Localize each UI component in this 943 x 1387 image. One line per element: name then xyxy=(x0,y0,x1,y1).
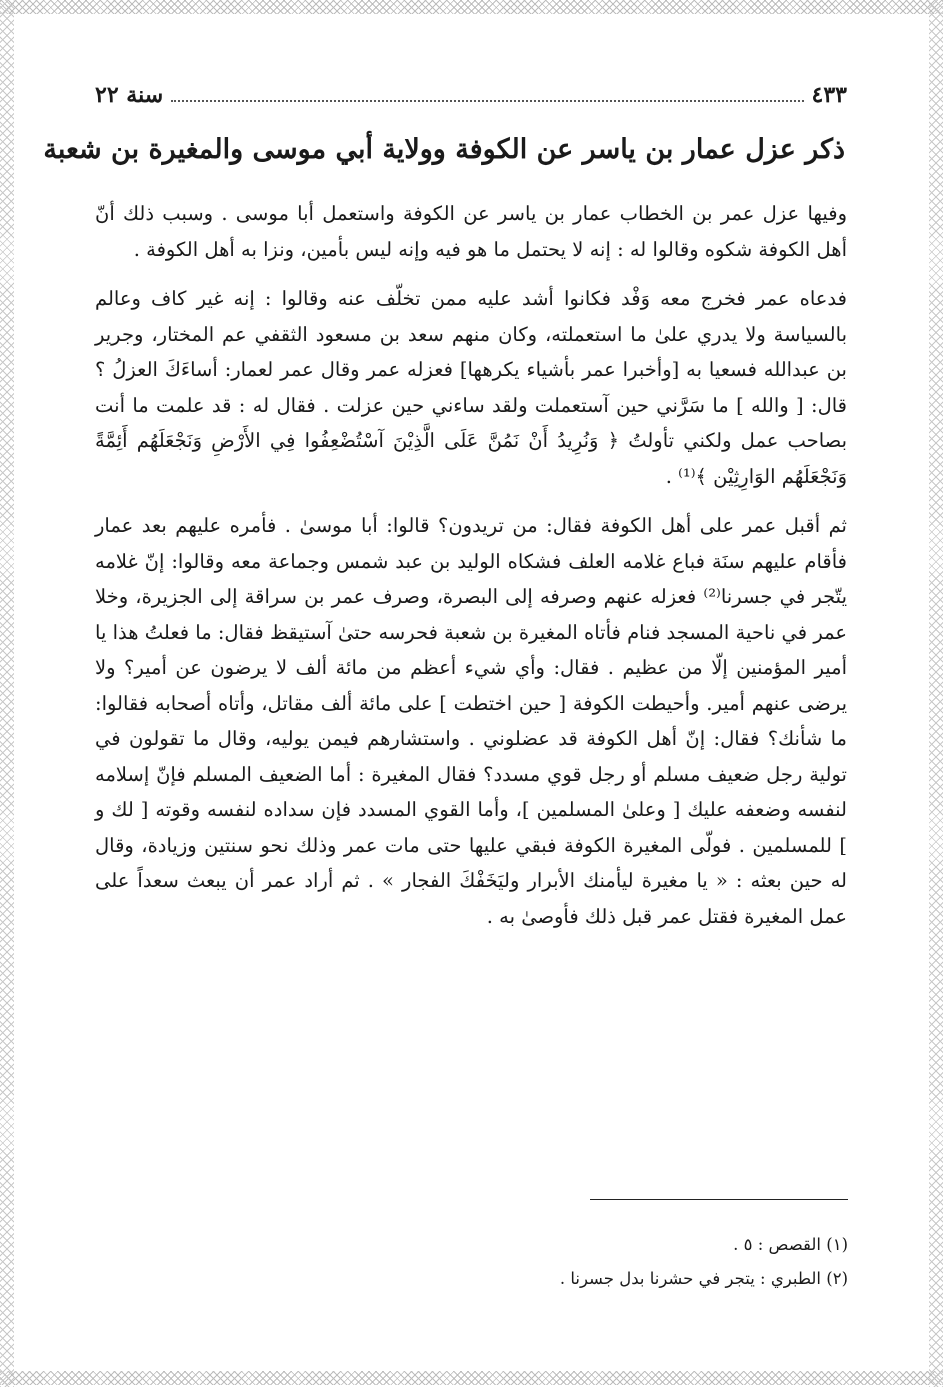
paragraph-3: ثم أقبل عمر على أهل الكوفة فقال: من تريدون؟ قالوا: أبا موسىٰ . فأمره عليهم بعد عمار فأقام عليهم سنَة فباع غلامه العلف فشكاه الوليد بن عبد شمس وجماعة معه وقالوا: إنّ غلامه يتّجر في جسرنا⁽²⁾ فعزله عنهم وصرفه إلى البصرة، وصرف عمر بن سراقة إلى الجزيرة، وخلا عمر في ناحية المسجد فنام فأتاه المغيرة بن شعبة فحرسه حتىٰ آستيقظ فقال: ما فعلتُ هذا يا أمير المؤمنين إلّا من عظيم . فقال: وأي شيء أعظم من مائة ألف لا يرضون عن أمير؟ ولا يرضى عنهم أمير. وأحيطت الكوفة [ حين اختطت ] على مائة ألف مقاتل، وأتاه أصحابه فقالوا: ما شأنك؟ فقال: إنّ أهل الكوفة قد عضلوني . واستشارهم فيمن يوليه، وقال ما تقولون في تولية رجل ضعيف مسلم أو رجل قوي مسدد؟ فقال المغيرة : أما الضعيف المسلم فإنّ إسلامه لنفسه وضعفه عليك [ وعلىٰ المسلمين ]، وأما القوي المسدد فإن سداده لنفسه وقوته [ لك و ] للمسلمين . فولّى المغيرة الكوفة فبقي عليها حتى مات عمر وذلك نحو سنتين وزيادة، وقال له حين بعثه : « يا مغيرة ليأمنك الأبرار وليَخَفْكَ الفجار » . ثم أراد عمر أن يبعث سعداً على عمل المغيرة فقتل عمر قبل ذلك فأوصىٰ به . xyxy=(95,514,847,928)
running-header xyxy=(95,78,847,112)
footnotes xyxy=(400,1228,848,1296)
body-text xyxy=(95,196,847,934)
paragraph-1: وفيها عزل عمر بن الخطاب عمار بن ياسر عن الكوفة واستعمل أبا موسى . وسبب ذلك أنّ أهل الكوفة شكوه وقالوا له : إنه لا يحتمل ما هو فيه وإنه ليس بأمين، ونزا به أهل الكوفة . xyxy=(95,202,847,261)
decorative-border-right xyxy=(929,0,943,1387)
decorative-border-top xyxy=(0,0,943,14)
header-year: سنة ٢٢ xyxy=(95,82,164,108)
paragraph-2: فدعاه عمر فخرج معه وَفْد فكانوا أشد عليه ممن تخلّف عنه وقالوا : إنه غير كاف وعالم بالسياسة ولا يدري علىٰ ما استعملته، وكان منهم سعد بن مسعود الثقفي عم المختار، وجرير بن عبدالله فسعيا به [وأخبرا عمر بأشياء يكرهها] فعزله عمر وقال عمر لعمار: أساءَكَ العزلُ ؟ قال: [ والله ] ما سَرَّني حين آستعملت ولقد ساءني حين عزلت . فقال له : قد علمت ما أنت بصاحب عمل ولكني تأولتُ ﴿ وَنُرِيدُ أَنْ نَمُنَّ عَلَى الَّذِيْنَ آسْتُضْعِفُوا فِي الأَرْضِ وَنَجْعَلَهُم أَئِمَّةً وَنَجْعَلَهُم الوَارِثِيْن ﴾⁽¹⁾ . xyxy=(95,287,847,488)
decorative-border-bottom xyxy=(0,1371,943,1385)
header-dot-leader xyxy=(171,88,803,102)
footnote-separator xyxy=(590,1199,848,1200)
footnote-1: (١) القصص : ٥ . xyxy=(733,1235,848,1254)
section-title: ذكر عزل عمار بن ياسر عن الكوفة وولاية أبي موسى والمغيرة بن شعبة xyxy=(43,134,845,165)
footnote-2: (٢) الطبري : يتجر في حشرنا بدل جسرنا . xyxy=(559,1269,848,1288)
decorative-border-left xyxy=(0,0,14,1387)
page-number: ٤٣٣ xyxy=(811,82,847,108)
